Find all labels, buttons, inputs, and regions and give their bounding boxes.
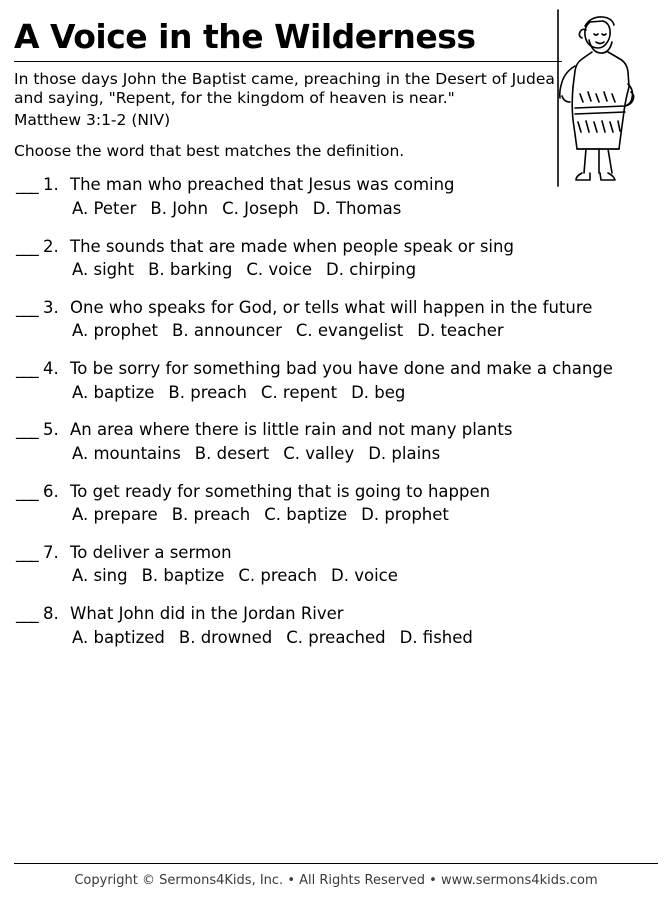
question-item (14, 237, 658, 281)
question-number: 5. (43, 420, 59, 440)
question-choices (70, 383, 658, 404)
question-body (70, 298, 658, 342)
question-body (70, 237, 658, 281)
footer-divider (14, 863, 658, 864)
question-number: 3. (43, 297, 59, 317)
question-text: The man who preached that Jesus was coming (70, 175, 455, 195)
answer-blank-line: ___ (16, 604, 38, 624)
choice-b[interactable]: B. announcer (172, 321, 282, 341)
choice-c[interactable]: C. preached (286, 627, 386, 647)
john-the-baptist-illustration (544, 4, 654, 194)
choice-b[interactable]: B. drowned (178, 627, 273, 647)
question-number: 7. (43, 542, 59, 562)
answer-blank[interactable] (14, 237, 70, 258)
choice-c[interactable]: C. Joseph (222, 198, 299, 218)
question-number: 8. (43, 604, 59, 624)
question-body (70, 543, 658, 587)
answer-blank-line: ___ (16, 359, 38, 379)
question-body (70, 482, 658, 526)
question-item (14, 482, 658, 526)
question-text: The sounds that are made when people speak or sing (70, 236, 514, 256)
answer-blank-line: ___ (16, 175, 38, 195)
questions-list (14, 175, 658, 648)
answer-blank[interactable] (14, 420, 70, 441)
answer-blank[interactable] (14, 543, 70, 564)
choice-c[interactable]: C. evangelist (295, 321, 404, 341)
question-text: To deliver a sermon (70, 542, 232, 562)
question-body (70, 604, 658, 648)
question-choices (70, 505, 658, 526)
choice-c[interactable]: C. valley (283, 443, 355, 463)
choice-b[interactable]: B. preach (171, 505, 251, 525)
answer-blank[interactable] (14, 359, 70, 380)
question-number: 6. (43, 481, 59, 501)
question-item (14, 359, 658, 403)
choice-b[interactable]: B. preach (168, 382, 247, 402)
question-body (70, 420, 658, 464)
answer-blank-line: ___ (16, 542, 38, 562)
choice-d[interactable]: D. plains (368, 443, 441, 463)
instructions-text: Choose the word that best matches the definition. (14, 142, 405, 161)
choice-d[interactable]: D. Thomas (312, 198, 402, 218)
scripture-reference: Matthew 3:1-2 (NIV) (14, 111, 171, 130)
answer-blank[interactable] (14, 604, 70, 625)
question-number: 2. (43, 236, 59, 256)
question-choices (70, 260, 658, 281)
question-choices (70, 321, 658, 342)
answer-blank-line: ___ (16, 420, 38, 440)
page-title: A Voice in the Wilderness (14, 17, 476, 56)
choice-c[interactable]: C. preach (238, 566, 318, 586)
choice-a[interactable]: A. baptized (72, 627, 165, 647)
choice-d[interactable]: D. voice (331, 566, 398, 586)
choice-a[interactable]: A. Peter (72, 198, 137, 218)
choice-a[interactable]: A. sing (72, 566, 128, 586)
question-number: 4. (43, 359, 59, 379)
choice-d[interactable]: D. beg (351, 382, 406, 402)
question-item (14, 543, 658, 587)
scripture-text: In those days John the Baptist came, preaching in the Desert of Judea and saying, "Repent, for the kingdom of heaven is near." (14, 69, 555, 108)
answer-blank[interactable] (14, 175, 70, 196)
question-text: An area where there is little rain and not many plants (70, 420, 513, 440)
choice-a[interactable]: A. prophet (72, 321, 159, 341)
answer-blank-line: ___ (16, 236, 38, 256)
answer-blank[interactable] (14, 482, 70, 503)
choice-d[interactable]: D. teacher (417, 321, 504, 341)
answer-blank-line: ___ (16, 297, 38, 317)
question-item (14, 298, 658, 342)
question-choices (70, 628, 658, 649)
choice-a[interactable]: A. sight (72, 260, 135, 280)
question-choices (70, 566, 658, 587)
choice-c[interactable]: C. baptize (264, 505, 348, 525)
choice-d[interactable]: D. prophet (361, 505, 449, 525)
choice-c[interactable]: C. voice (246, 260, 313, 280)
choice-a[interactable]: A. baptize (72, 382, 155, 402)
answer-blank[interactable] (14, 298, 70, 319)
choice-a[interactable]: A. prepare (72, 505, 158, 525)
question-text: What John did in the Jordan River (70, 604, 344, 624)
answer-blank-line: ___ (16, 481, 38, 501)
choice-a[interactable]: A. mountains (72, 443, 181, 463)
choice-b[interactable]: B. desert (194, 443, 270, 463)
choice-b[interactable]: B. John (150, 198, 209, 218)
title-divider (14, 61, 562, 62)
question-body (70, 359, 658, 403)
question-text: One who speaks for God, or tells what will happen in the future (70, 297, 593, 317)
question-item (14, 604, 658, 648)
choice-b[interactable]: B. barking (148, 260, 233, 280)
choice-c[interactable]: C. repent (260, 382, 338, 402)
footer-copyright: Copyright © Sermons4Kids, Inc. • All Rights Reserved • www.sermons4kids.com (74, 873, 598, 888)
question-number: 1. (43, 175, 59, 195)
question-item (14, 420, 658, 464)
choice-d[interactable]: D. chirping (326, 260, 417, 280)
question-choices (70, 444, 658, 465)
choice-d[interactable]: D. fished (399, 627, 473, 647)
question-text: To get ready for something that is going to happen (70, 481, 491, 501)
question-choices (70, 199, 658, 220)
choice-b[interactable]: B. baptize (141, 566, 225, 586)
question-text: To be sorry for something bad you have done and make a change (70, 359, 613, 379)
